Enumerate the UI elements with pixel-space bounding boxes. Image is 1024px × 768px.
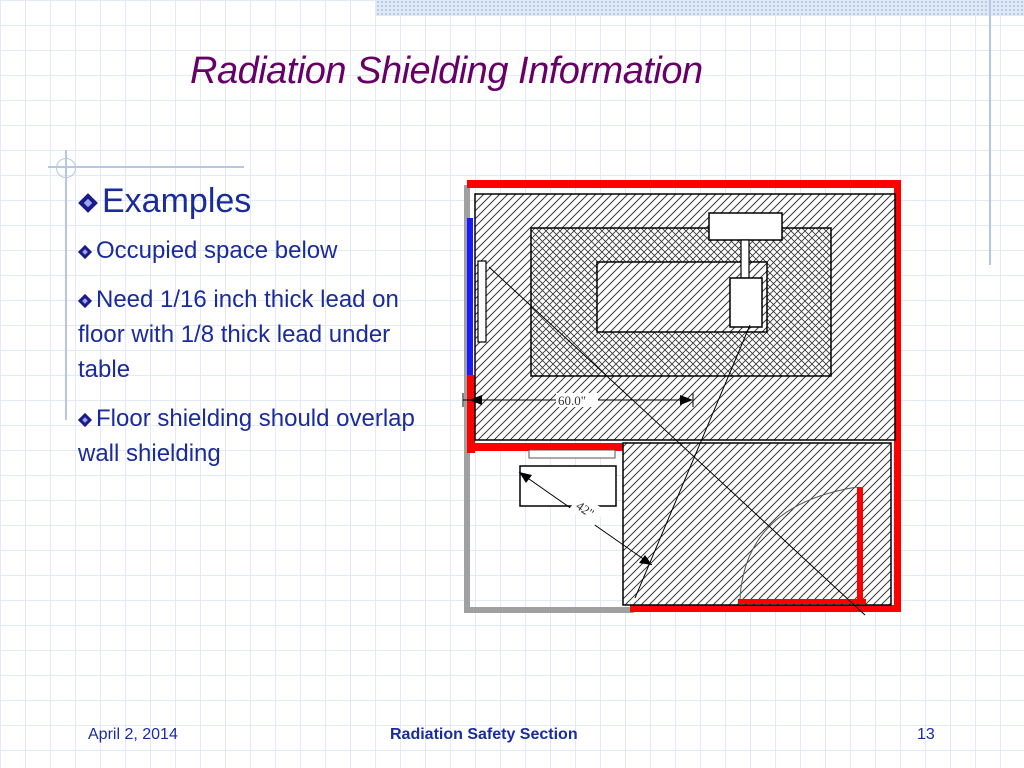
dimension-label-42: 42" bbox=[573, 497, 598, 521]
red-shield-bottom-inner bbox=[738, 599, 866, 604]
bullet-level2 bbox=[78, 401, 438, 471]
right-decor-line bbox=[989, 0, 991, 265]
diamond-bullet-icon bbox=[78, 245, 92, 259]
footer-section-title: Radiation Safety Section bbox=[390, 726, 578, 743]
top-decor-band bbox=[376, 0, 1024, 16]
diamond-bullet-icon bbox=[78, 294, 92, 308]
bullet-occupied-space: Occupied space below bbox=[96, 237, 338, 264]
red-shield-left-lower bbox=[467, 375, 475, 453]
left-decor-hline bbox=[48, 166, 244, 168]
bullet-lead-thickness: Need 1/16 inch thick lead on floor with 1/8 thick lead under table bbox=[78, 286, 399, 383]
dimension-label-60: 60.0" bbox=[558, 393, 587, 408]
footer-page-number: 13 bbox=[917, 726, 935, 743]
diamond-bullet-icon bbox=[78, 413, 92, 427]
red-shield-bottom bbox=[630, 605, 900, 612]
bullet-floor-overlap: Floor shielding should overlap wall shielding bbox=[78, 405, 415, 467]
wall-cabinet bbox=[478, 261, 486, 342]
blue-shield-left bbox=[467, 218, 473, 375]
bullet-examples: Examples bbox=[102, 182, 252, 220]
red-shield-top bbox=[467, 180, 900, 188]
red-shield-right-inner bbox=[857, 487, 863, 604]
bullet-level2 bbox=[78, 233, 438, 268]
left-decor-circle bbox=[56, 158, 76, 178]
bullet-list bbox=[78, 182, 438, 485]
footer-date: April 2, 2014 bbox=[88, 726, 178, 743]
xray-detector bbox=[730, 278, 762, 327]
left-decor-line bbox=[65, 150, 67, 420]
cabinet-lower-left bbox=[520, 466, 616, 506]
doorway bbox=[529, 450, 615, 458]
bullet-level2 bbox=[78, 282, 438, 387]
slide-title: Radiation Shielding Information bbox=[190, 50, 703, 92]
xray-tube-head bbox=[709, 213, 782, 240]
hatched-floor-area-lower bbox=[623, 443, 891, 605]
gray-wall-bottom bbox=[464, 607, 634, 613]
diamond-bullet-icon bbox=[78, 193, 98, 213]
xray-tube-arm bbox=[741, 240, 749, 278]
bullet-level1 bbox=[78, 182, 438, 221]
room-floor-plan bbox=[455, 175, 910, 620]
